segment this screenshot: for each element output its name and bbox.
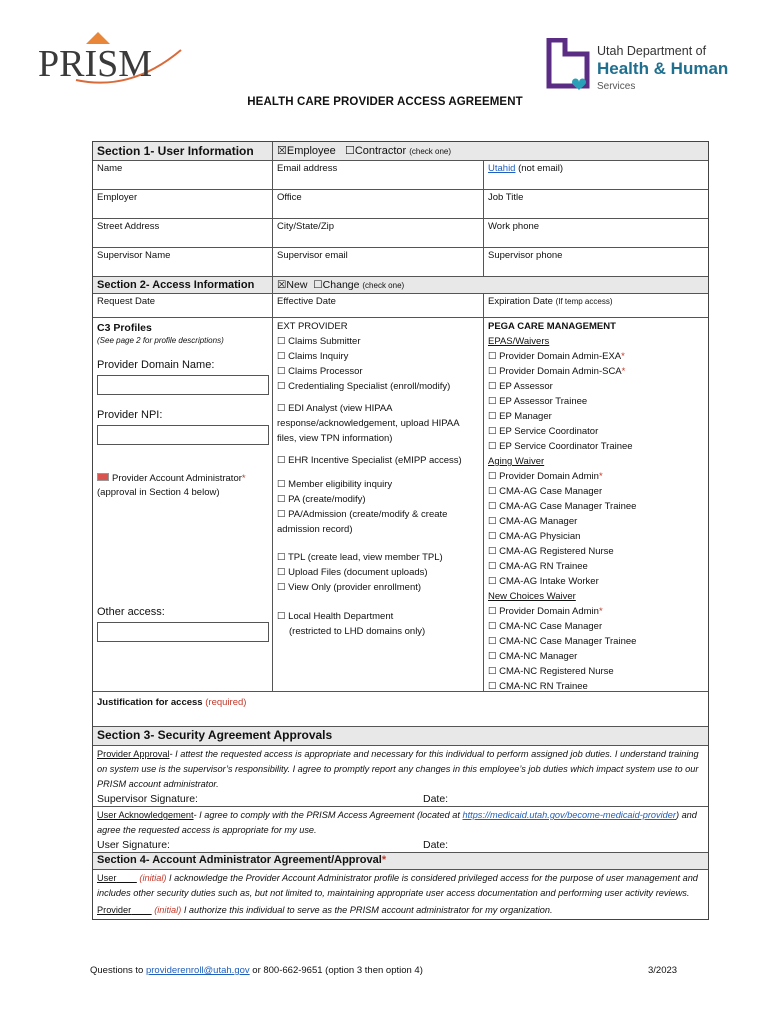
provider-account-admin-option[interactable]	[97, 473, 268, 484]
section4-title: Section 4- Account Administrator Agreement/Approval	[97, 854, 382, 866]
list-item[interactable]: ☐ Provider Domain Admin-EXA*	[488, 351, 625, 362]
ext-provider-column	[273, 318, 484, 691]
table-row	[93, 190, 708, 219]
admin-approval-note: (approval in Section 4 below)	[97, 487, 220, 498]
c3-profiles-note: (See page 2 for profile descriptions)	[97, 336, 224, 345]
ext-item-claims-inquiry[interactable]: ☐ Claims Inquiry	[277, 351, 349, 362]
list-item[interactable]: ☐ CMA-AG Physician	[488, 531, 581, 542]
list-item[interactable]: ☐ CMA-NC Case Manager	[488, 621, 603, 632]
date-label: Date:	[423, 839, 449, 851]
nc-title: New Choices Waiver	[488, 591, 576, 602]
other-access-input[interactable]	[97, 622, 269, 642]
ext-item-member-eligibility[interactable]: ☐ Member eligibility inquiry	[277, 479, 393, 490]
ext-item-credentialing[interactable]: ☐ Credentialing Specialist (enroll/modify)	[277, 381, 451, 392]
list-item[interactable]: ☐ CMA-AG RN Trainee	[488, 561, 588, 572]
footer-email-link[interactable]: providerenroll@utah.gov	[145, 965, 250, 976]
street-address-field[interactable]: Street Address	[93, 219, 273, 247]
justification-label: Justification for access	[97, 697, 203, 708]
provider-domain-input[interactable]	[97, 375, 269, 395]
section2-title: Section 2- Access Information	[93, 277, 273, 293]
list-item[interactable]: ☐ EP Service Coordinator Trainee	[488, 441, 633, 452]
ext-item-tpl[interactable]: ☐ TPL (create lead, view member TPL)	[277, 552, 443, 563]
c3-profiles-title: C3 Profiles	[97, 322, 152, 334]
change-checkbox[interactable]: ☐Change	[313, 279, 360, 291]
profiles-row	[93, 318, 708, 692]
new-checkbox[interactable]: ☒New	[277, 279, 308, 291]
supervisor-phone-field[interactable]: Supervisor phone	[488, 250, 563, 261]
list-item[interactable]: ☐ CMA-AG Case Manager	[488, 486, 603, 497]
prism-logo	[36, 30, 186, 90]
ext-item-edi-analyst[interactable]: ☐ EDI Analyst (view HIPAA response/acknowledgement, upload HIPAA files, view TPN information)	[277, 403, 460, 444]
ext-item-upload-files[interactable]: ☐ Upload Files (document uploads)	[277, 567, 428, 578]
uhhs-logo	[545, 38, 755, 94]
utahid-link[interactable]: Utahid	[488, 163, 516, 174]
section3-title: Section 3- Security Agreement Approvals	[93, 727, 708, 746]
provider-domain-label: Provider Domain Name:	[97, 359, 215, 371]
list-item[interactable]: ☐ CMA-AG Intake Worker	[488, 576, 599, 587]
name-field[interactable]: Name	[93, 161, 273, 189]
job-title-field[interactable]: Job Title	[488, 192, 524, 203]
utahid-field[interactable]	[484, 161, 708, 189]
ext-item-view-only[interactable]: ☐ View Only (provider enrollment)	[277, 582, 422, 593]
list-item[interactable]: ☐ EP Assessor	[488, 381, 553, 392]
access-form	[92, 141, 709, 920]
section2-header	[93, 277, 708, 294]
list-item[interactable]: ☐ EP Manager	[488, 411, 552, 422]
required-asterisk: *	[241, 473, 246, 484]
ext-item-claims-processor[interactable]: ☐ Claims Processor	[277, 366, 363, 377]
agency-line1: Utah Department of	[597, 44, 707, 58]
ext-item-claims-submitter[interactable]: ☐ Claims Submitter	[277, 336, 361, 347]
list-item[interactable]: ☐ CMA-NC Registered Nurse	[488, 666, 614, 677]
list-item[interactable]: ☐ Provider Domain Admin*	[488, 606, 603, 617]
expiration-date-label: Expiration Date	[488, 296, 553, 307]
required-note: (required)	[205, 697, 247, 708]
other-access-label: Other access:	[97, 606, 165, 618]
expiration-note: (If temp access)	[555, 297, 613, 306]
ext-item-pa-admission[interactable]: ☐ PA/Admission (create/modify & create admission record)	[277, 509, 448, 535]
agency-line2: Health & Human	[597, 59, 729, 78]
utahid-note: (not email)	[518, 163, 563, 174]
date-label: Date:	[423, 793, 449, 805]
employer-field[interactable]: Employer	[93, 190, 273, 218]
footer-phone: or 800-662-9651 (option 3 then option 4)	[252, 965, 423, 976]
lhd-note: (restricted to LHD domains only)	[289, 626, 426, 637]
work-phone-field[interactable]: Work phone	[488, 221, 540, 232]
footer-date: 3/2023	[648, 965, 678, 976]
section4-provider-text: Provider (initial) I authorize this individual to serve as the PRISM account administrator for my organization.	[97, 905, 553, 915]
list-item[interactable]: ☐ CMA-AG Manager	[488, 516, 578, 527]
c3-profiles-column	[93, 318, 273, 691]
user-signature-label: User Signature:	[97, 839, 170, 851]
list-item[interactable]: ☐ CMA-NC RN Trainee	[488, 681, 588, 692]
expiration-date-field[interactable]	[484, 294, 708, 317]
check-one-note: (check one)	[409, 147, 452, 156]
user-acknowledgement-text: User Acknowledgement- I agree to comply with the PRISM Access Agreement (located at https://medicaid.utah.gov/become-medicaid-provider) and agree the requested access is appropriate for my use.	[97, 810, 697, 835]
provider-npi-input[interactable]	[97, 425, 269, 445]
section1-header	[93, 142, 708, 161]
ext-item-pa[interactable]: ☐ PA (create/modify)	[277, 494, 366, 505]
employee-checkbox[interactable]: ☒Employee	[277, 145, 336, 157]
request-date-field[interactable]: Request Date	[93, 294, 273, 317]
ext-provider-title: EXT PROVIDER	[277, 321, 348, 332]
city-state-zip-field[interactable]: City/State/Zip	[273, 219, 484, 247]
supervisor-signature-label: Supervisor Signature:	[97, 793, 198, 805]
aging-title: Aging Waiver	[488, 456, 545, 467]
justification-row[interactable]	[93, 692, 708, 727]
ext-item-ehr[interactable]: ☐ EHR Incentive Specialist (eMIPP access)	[277, 455, 462, 466]
email-field[interactable]: Email address	[273, 161, 484, 189]
agency-line3: Services	[597, 81, 636, 92]
epas-title: EPAS/Waivers	[488, 336, 550, 347]
prism-logo-text: PRISM	[38, 43, 153, 85]
user-signature-line[interactable]	[93, 839, 708, 853]
list-item[interactable]: ☐ CMA-NC Manager	[488, 651, 578, 662]
footer	[90, 965, 423, 976]
document-title: HEALTH CARE PROVIDER ACCESS AGREEMENT	[247, 96, 523, 108]
list-item[interactable]: ☐ CMA-AG Registered Nurse	[488, 546, 614, 557]
supervisor-signature-line[interactable]	[93, 793, 708, 807]
ext-item-local-health-dept[interactable]: ☐ Local Health Department	[277, 611, 394, 622]
table-row	[93, 219, 708, 248]
table-row	[93, 248, 708, 277]
list-item[interactable]: ☐ EP Assessor Trainee	[488, 396, 588, 407]
provider-npi-label: Provider NPI:	[97, 409, 163, 421]
check-one-note: (check one)	[362, 281, 405, 290]
contractor-checkbox[interactable]: ☐Contractor	[344, 145, 407, 157]
list-item[interactable]: ☐ CMA-AG Case Manager Trainee	[488, 501, 637, 512]
table-row	[93, 294, 708, 318]
pega-title: PEGA CARE MANAGEMENT	[488, 321, 616, 332]
footer-questions: Questions to	[90, 965, 144, 976]
list-item[interactable]: ☐ Provider Domain Admin*	[488, 471, 603, 482]
section1-title: Section 1- User Information	[93, 142, 273, 160]
section4-user-text: User (initial) I acknowledge the Provider Account Administrator profile is considered privileged access for the purpose of user management and includes other security duties such as, but not limited to, maintaining appropriate user access documentation and performing user activity reviews.	[97, 873, 698, 898]
section4-header: Section 4- Account Administrator Agreement/Approval*	[93, 853, 708, 870]
provider-approval-text: Provider Approval- I attest the requested access is appropriate and necessary for this individual to perform assigned job duties. I understand training on system use is the supervisor’s responsibility. I agree to promptly report any changes in this employee’s job duties which impact system use to our PRISM account administrator.	[97, 749, 699, 789]
supervisor-name-field[interactable]: Supervisor Name	[93, 248, 273, 276]
pega-column	[484, 318, 708, 691]
medicaid-link[interactable]: https://medicaid.utah.gov/become-medicaid-provider	[462, 810, 676, 820]
list-item[interactable]: ☐ EP Service Coordinator	[488, 426, 599, 437]
effective-date-field[interactable]: Effective Date	[273, 294, 484, 317]
admin-checkbox-icon[interactable]	[97, 473, 109, 481]
admin-label: Provider Account Administrator	[112, 473, 242, 484]
list-item[interactable]: ☐ Provider Domain Admin-SCA*	[488, 366, 626, 377]
table-row	[93, 161, 708, 190]
office-field[interactable]: Office	[273, 190, 484, 218]
list-item[interactable]: ☐ CMA-NC Case Manager Trainee	[488, 636, 637, 647]
supervisor-email-field[interactable]: Supervisor email	[273, 248, 484, 276]
